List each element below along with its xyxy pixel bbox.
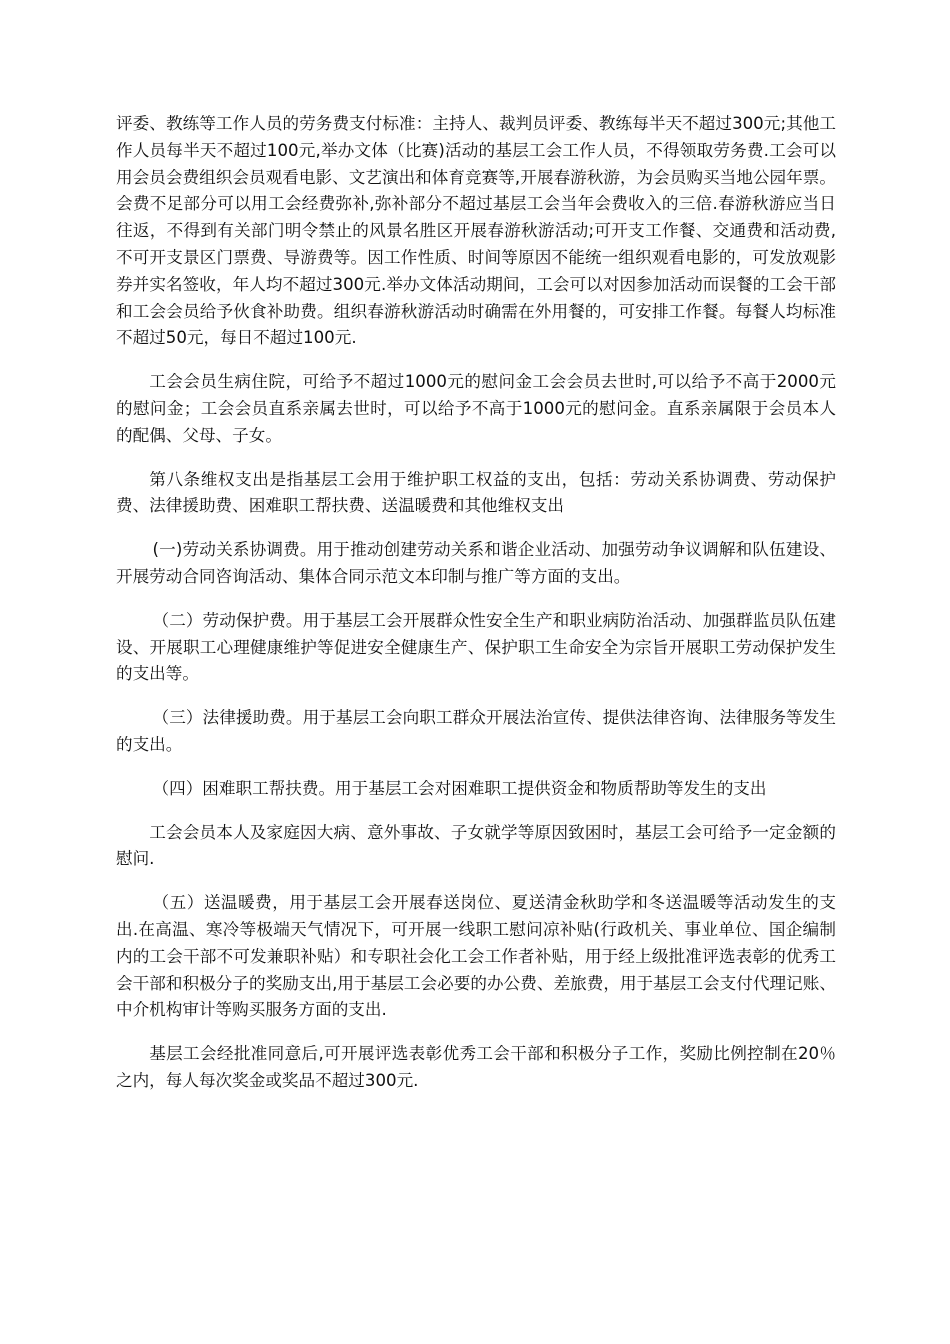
paragraph-cultural-sports-fees: 评委、教练等工作人员的劳务费支付标准：主持人、裁判员评委、教练每半天不超过300元;其他工作人员每半天不超过100元,举办文体（比赛)活动的基层工会工作人员，不得领取劳务费.工会可以用会员会费组织会员观看电影、文艺演出和体育竞赛等,开展春游秋游，为会员购买当地公园年票。会费不足部分可以用工会经费弥补,弥补部分不超过基层工会当年会费收入的三倍.春游秋游应当日往返，不得到有关部门明令禁止的风景名胜区开展春游秋游活动;可开支工作餐、交通费和活动费,不可开支景区门票费、导游费等。因工作性质、时间等原因不能统一组织观看电影的，可发放观影券并实名签收，年人均不超过300元.举办文体活动期间，工会可以对因参加活动而误餐的工会干部和工会会员给予伙食补助费。组织春游秋游活动时确需在外用餐的，可安排工作餐。每餐人均标准不超过50元，每日不超过100元. <box>116 114 836 348</box>
paragraph-legal-aid-fee: （三）法律援助费。用于基层工会向职工群众开展法治宣传、提供法律咨询、法律服务等发生的支出。 <box>116 708 836 754</box>
paragraph-article-eight: 第八条维权支出是指基层工会用于维护职工权益的支出，包括：劳动关系协调费、劳动保护费、法律援助费、困难职工帮扶费、送温暖费和其他维权支出 <box>116 469 836 516</box>
paragraph-hardship-condolence: 工会会员本人及家庭因大病、意外事故、子女就学等原因致困时，基层工会可给予一定金额的慰问. <box>116 822 836 869</box>
paragraph-condolence-payments: 工会会员生病住院，可给予不超过1000元的慰问金工会会员去世时,可以给予不高于2000元的慰问金；工会会员直系亲属去世时，可以给予不高于1000元的慰问金。直系亲属限于会员本人的配偶、父母、子女。 <box>116 372 836 445</box>
paragraph-hardship-assistance-fee: （四）困难职工帮扶费。用于基层工会对困难职工提供资金和物质帮助等发生的支出 <box>152 778 767 798</box>
paragraph-commendation-awards: 基层工会经批准同意后,可开展评选表彰优秀工会干部和积极分子工作，奖励比例控制在20％之内，每人每次奖金或奖品不超过300元. <box>116 1044 836 1090</box>
paragraph-labor-protection-fee: （二）劳动保护费。用于基层工会开展群众性安全生产和职业病防治活动、加强群监员队伍建设、开展职工心理健康维护等促进安全健康生产、保护职工生命安全为宗旨开展职工劳动保护发生的支出等。 <box>116 610 836 684</box>
document-body <box>116 111 836 1112</box>
paragraph-labor-relations-fee: (一)劳动关系协调费。用于推动创建劳动关系和谐企业活动、加强劳动争议调解和队伍建设、开展劳动合同咨询活动、集体合同示范文本印制与推广等方面的支出。 <box>116 540 836 586</box>
paragraph-warmth-delivery-fee: （五）送温暖费，用于基层工会开展春送岗位、夏送清金秋助学和冬送温暖等活动发生的支出.在高温、寒冷等极端天气情况下，可开展一线职工慰问凉补贴(行政机关、事业单位、国企编制内的工会干部不可发兼职补贴）和专职社会化工会工作者补贴，用于经上级批准评选表彰的优秀工会干部和积极分子的奖励支出,用于基层工会必要的办公费、差旅费，用于基层工会支付代理记账、中介机构审计等购买服务方面的支出. <box>116 893 836 1020</box>
